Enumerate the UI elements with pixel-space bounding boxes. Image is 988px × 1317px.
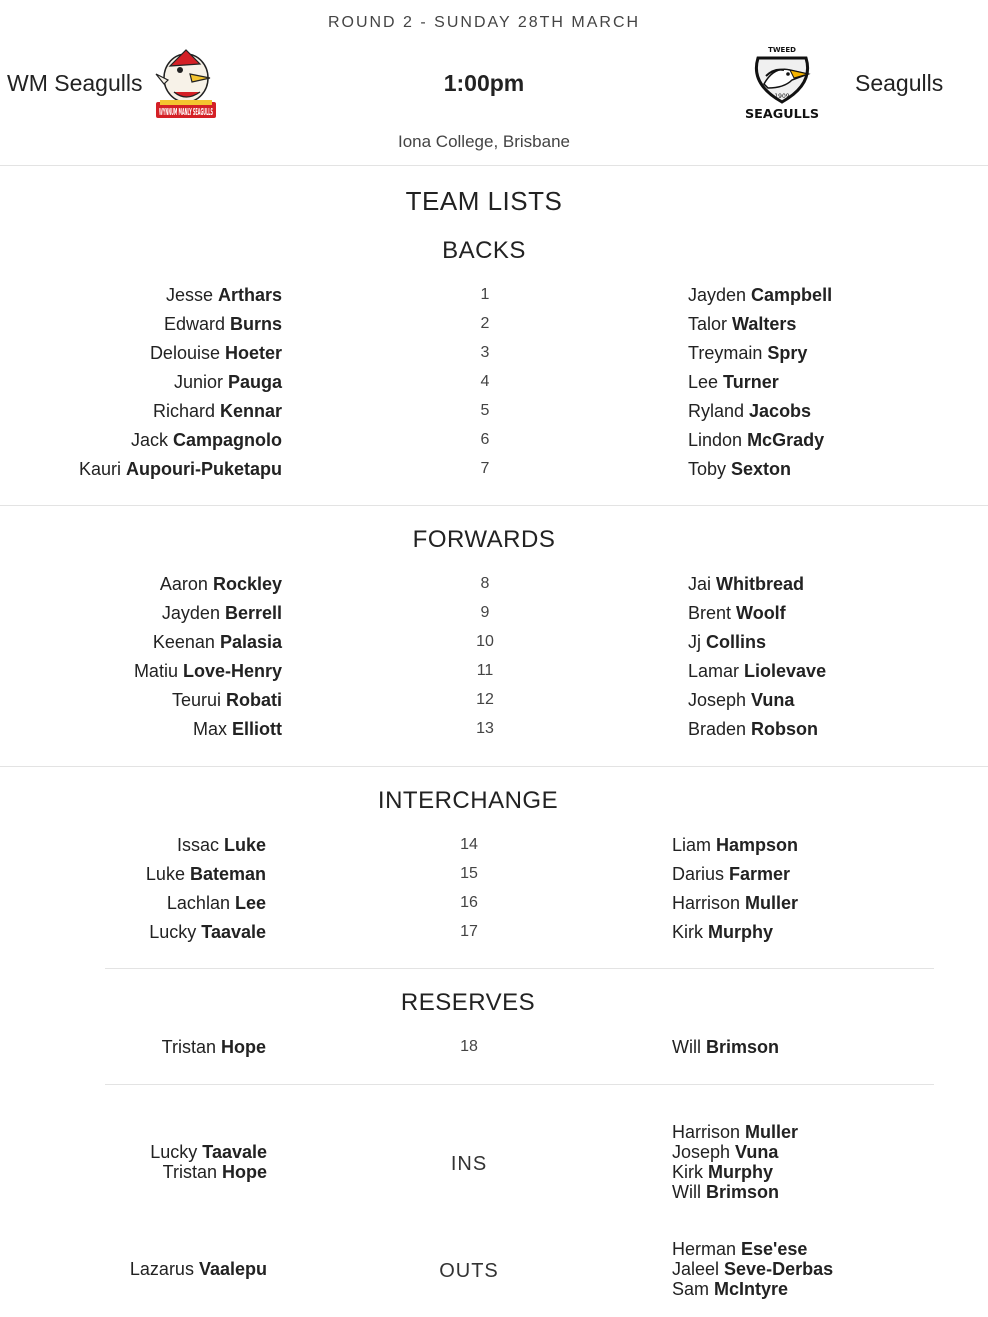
home-player[interactable]: Issac Luke <box>176 835 266 855</box>
jersey-number: 17 <box>460 923 478 940</box>
table-row <box>0 601 988 625</box>
away-player[interactable]: Kirk Murphy <box>672 922 773 942</box>
player-name[interactable]: Sam McIntyre <box>672 1279 789 1299</box>
forwards-title: FORWARDS <box>412 526 556 553</box>
player-name[interactable]: Herman Ese'ese <box>672 1239 808 1259</box>
match-time: 1:00pm <box>443 70 525 96</box>
table-row <box>0 399 988 423</box>
jersey-number: 16 <box>460 894 478 911</box>
away-player[interactable]: Jayden Campbell <box>688 285 833 305</box>
home-player[interactable]: Max Elliott <box>192 719 282 739</box>
table-row <box>0 1035 988 1059</box>
home-team-name[interactable]: WM Seagulls <box>7 70 143 96</box>
table-row <box>0 630 988 654</box>
home-player[interactable]: Delouise Hoeter <box>149 343 282 363</box>
ins-label: INS <box>450 1153 488 1175</box>
jersey-number: 12 <box>476 691 494 708</box>
table-row <box>0 312 988 336</box>
away-player[interactable]: Darius Farmer <box>672 864 791 884</box>
table-row <box>0 370 988 394</box>
away-logo-top: TWEED <box>768 46 796 54</box>
jersey-number: 7 <box>480 460 490 477</box>
venue-label: Iona College, Brisbane <box>397 132 570 151</box>
away-logo-year: 1909 <box>774 93 790 100</box>
away-team-name[interactable]: Seagulls <box>855 70 944 96</box>
backs-title: BACKS <box>442 237 526 264</box>
player-name[interactable]: Joseph Vuna <box>672 1142 779 1162</box>
ins-home-list <box>150 1142 267 1182</box>
away-player[interactable]: Liam Hampson <box>672 835 799 855</box>
away-player[interactable]: Lee Turner <box>688 372 779 392</box>
table-row <box>0 659 988 683</box>
reserves-title: RESERVES <box>400 989 536 1016</box>
away-player[interactable]: Will Brimson <box>672 1037 780 1057</box>
table-row <box>0 833 988 857</box>
away-player[interactable]: Jj Collins <box>688 632 767 652</box>
away-player[interactable]: Ryland Jacobs <box>688 401 812 421</box>
home-player[interactable]: Richard Kennar <box>152 401 282 421</box>
table-row <box>0 862 988 886</box>
jersey-number: 4 <box>480 373 490 390</box>
player-name[interactable]: Lazarus Vaalepu <box>129 1259 267 1279</box>
table-row <box>0 457 988 481</box>
home-player[interactable]: Jack Campagnolo <box>130 430 282 450</box>
home-player[interactable]: Aaron Rockley <box>159 574 282 594</box>
table-row <box>0 717 988 741</box>
table-row <box>0 572 988 596</box>
away-player[interactable]: Joseph Vuna <box>688 690 795 710</box>
divider <box>105 968 934 969</box>
away-player[interactable]: Lamar Liolevave <box>688 661 827 681</box>
home-player[interactable]: Kauri Aupouri-Puketapu <box>78 459 282 479</box>
jersey-number: 2 <box>480 315 490 332</box>
outs-home-list <box>130 1259 267 1279</box>
away-player[interactable]: Lindon McGrady <box>688 430 825 450</box>
jersey-number: 9 <box>480 604 490 621</box>
away-player[interactable]: Harrison Muller <box>672 893 799 913</box>
outs-away-list <box>672 1239 833 1299</box>
jersey-number: 8 <box>480 575 490 592</box>
table-row <box>0 283 988 307</box>
home-player[interactable]: Luke Bateman <box>145 864 266 884</box>
jersey-number: 5 <box>480 402 490 419</box>
player-name[interactable]: Tristan Hope <box>162 1162 267 1182</box>
home-player[interactable]: Junior Pauga <box>173 372 282 392</box>
player-name[interactable]: Jaleel Seve-Derbas <box>672 1259 834 1279</box>
away-player[interactable]: Treymain Spry <box>688 343 808 363</box>
jersey-number: 14 <box>460 836 478 853</box>
jersey-number: 10 <box>476 633 494 650</box>
divider <box>0 766 988 767</box>
jersey-number: 6 <box>480 431 490 448</box>
interchange-title: INTERCHANGE <box>377 787 559 814</box>
home-logo-text: WYNNUM MANLY SEAGULLS <box>159 107 213 118</box>
jersey-number: 15 <box>460 865 478 882</box>
table-row <box>0 891 988 915</box>
player-name[interactable]: Will Brimson <box>672 1182 780 1202</box>
home-player[interactable]: Lucky Taavale <box>149 922 266 942</box>
away-player[interactable]: Jai Whitbread <box>688 574 805 594</box>
jersey-number: 13 <box>476 720 494 737</box>
away-team-logo[interactable] <box>744 44 820 124</box>
away-player[interactable]: Braden Robson <box>688 719 819 739</box>
table-row <box>0 920 988 944</box>
table-row <box>0 341 988 365</box>
jersey-number: 18 <box>460 1038 478 1055</box>
home-player[interactable]: Edward Burns <box>163 314 282 334</box>
player-name[interactable]: Kirk Murphy <box>672 1162 773 1182</box>
table-row <box>0 688 988 712</box>
round-date-label: ROUND 2 - SUNDAY 28TH MARCH <box>327 14 641 31</box>
divider <box>0 505 988 506</box>
team-lists-title: TEAM LISTS <box>405 186 563 216</box>
jersey-number: 1 <box>480 286 490 303</box>
divider <box>0 165 988 166</box>
player-name[interactable]: Lucky Taavale <box>150 1142 267 1162</box>
player-name[interactable]: Harrison Muller <box>672 1122 799 1142</box>
home-player[interactable]: Matiu Love-Henry <box>133 661 282 681</box>
table-row <box>0 428 988 452</box>
home-player[interactable]: Keenan Palasia <box>152 632 282 652</box>
home-player[interactable]: Jesse Arthars <box>165 285 282 305</box>
home-player[interactable]: Lachlan Lee <box>166 893 266 913</box>
outs-label: OUTS <box>439 1260 499 1282</box>
away-player[interactable]: Toby Sexton <box>688 459 792 479</box>
away-player[interactable]: Talor Walters <box>688 314 797 334</box>
jersey-number: 11 <box>476 662 494 679</box>
away-logo-bottom: SEAGULLS <box>745 107 819 121</box>
home-player[interactable]: Jayden Berrell <box>161 603 282 623</box>
jersey-number: 3 <box>480 344 490 361</box>
away-player[interactable]: Brent Woolf <box>688 603 786 623</box>
home-player[interactable]: Tristan Hope <box>161 1037 266 1057</box>
home-player[interactable]: Teurui Robati <box>171 690 282 710</box>
ins-away-list <box>672 1122 798 1202</box>
divider <box>105 1084 934 1085</box>
